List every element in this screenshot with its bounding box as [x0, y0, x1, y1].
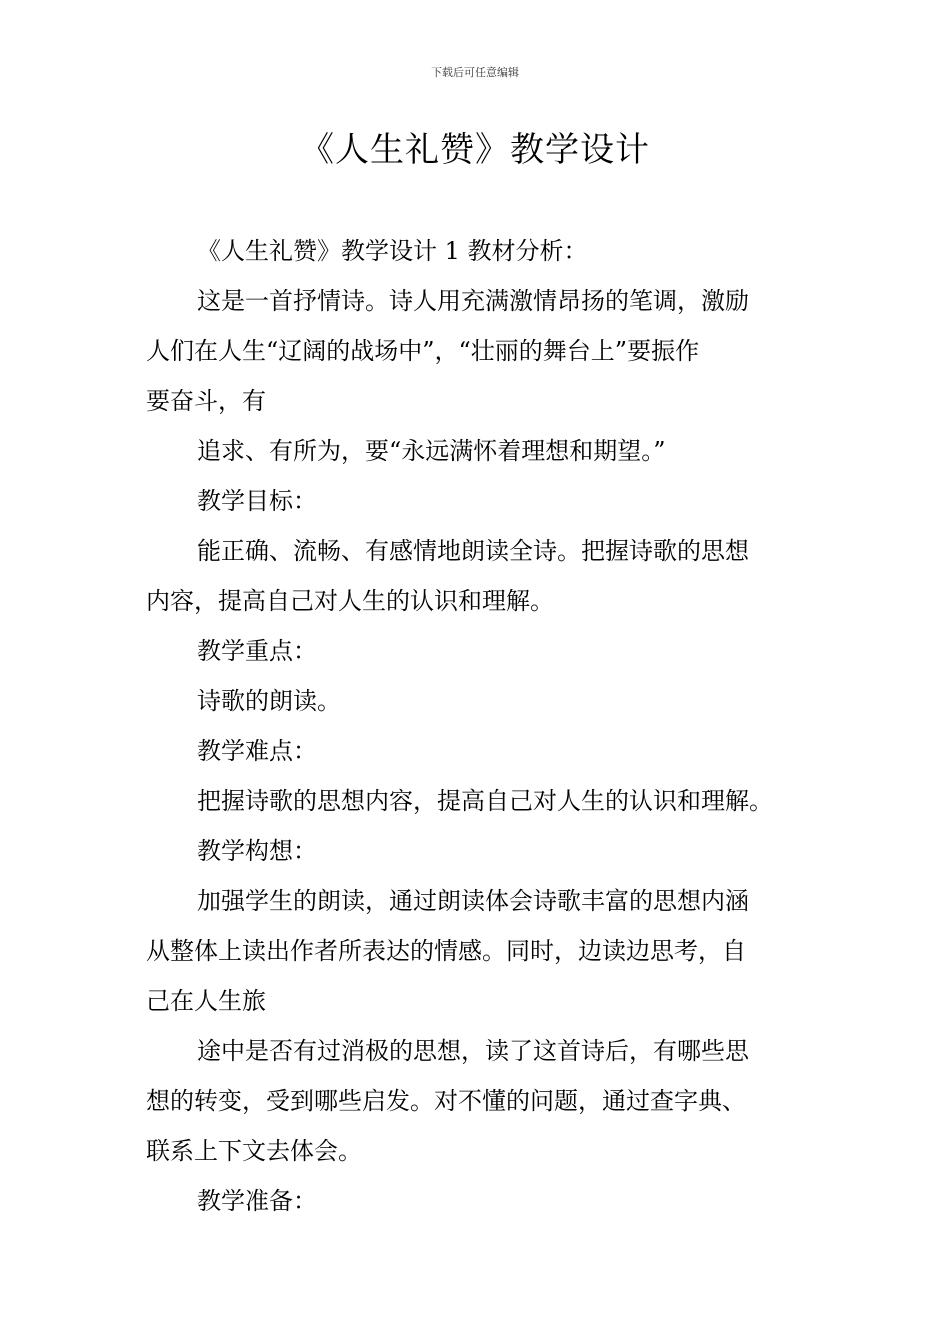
paragraph-line: 能正确、流畅、有感情地朗读全诗。把握诗歌的思想: [197, 537, 749, 565]
paragraph-line: 诗歌的朗读。: [197, 687, 341, 715]
paragraph-line: 内容，提高自己对人生的认识和理解。: [146, 587, 554, 615]
paragraph-line: 《人生礼赞》教学设计 1 教材分析：: [197, 237, 588, 265]
document-title: 《人生礼赞》教学设计: [300, 130, 650, 170]
section-heading: 教学准备：: [197, 1187, 317, 1215]
section-heading: 教学难点：: [197, 737, 317, 765]
paragraph-line: 途中是否有过消极的思想，读了这首诗后，有哪些思: [197, 1037, 749, 1065]
paragraph-line: 想的转变，受到哪些启发。对不懂的问题，通过查字典、: [146, 1087, 746, 1115]
header-note: 下载后可任意编辑: [431, 66, 519, 79]
section-heading: 教学构想：: [197, 837, 317, 865]
paragraph-line: 加强学生的朗读，通过朗读体会诗歌丰富的思想内涵: [197, 887, 749, 915]
section-heading: 教学目标：: [197, 487, 317, 515]
section-heading: 教学重点：: [197, 637, 317, 665]
paragraph-line: 联系上下文去体会。: [146, 1137, 362, 1165]
paragraph-line: 人们在人生“辽阔的战场中”，“壮丽的舞台上”要振作: [146, 337, 700, 365]
paragraph-line: 追求、有所为，要“永远满怀着理想和期望。”: [197, 437, 666, 465]
paragraph-line: 这是一首抒情诗。诗人用充满激情昂扬的笔调，激励: [197, 287, 749, 315]
paragraph-line: 把握诗歌的思想内容，提高自己对人生的认识和理解。: [197, 787, 773, 815]
paragraph-line: 要奋斗，有: [146, 387, 266, 415]
paragraph-line: 从整体上读出作者所表达的情感。同时，边读边思考，自: [146, 937, 746, 965]
document-body: [146, 226, 811, 1226]
paragraph-line: 己在人生旅: [146, 987, 266, 1015]
